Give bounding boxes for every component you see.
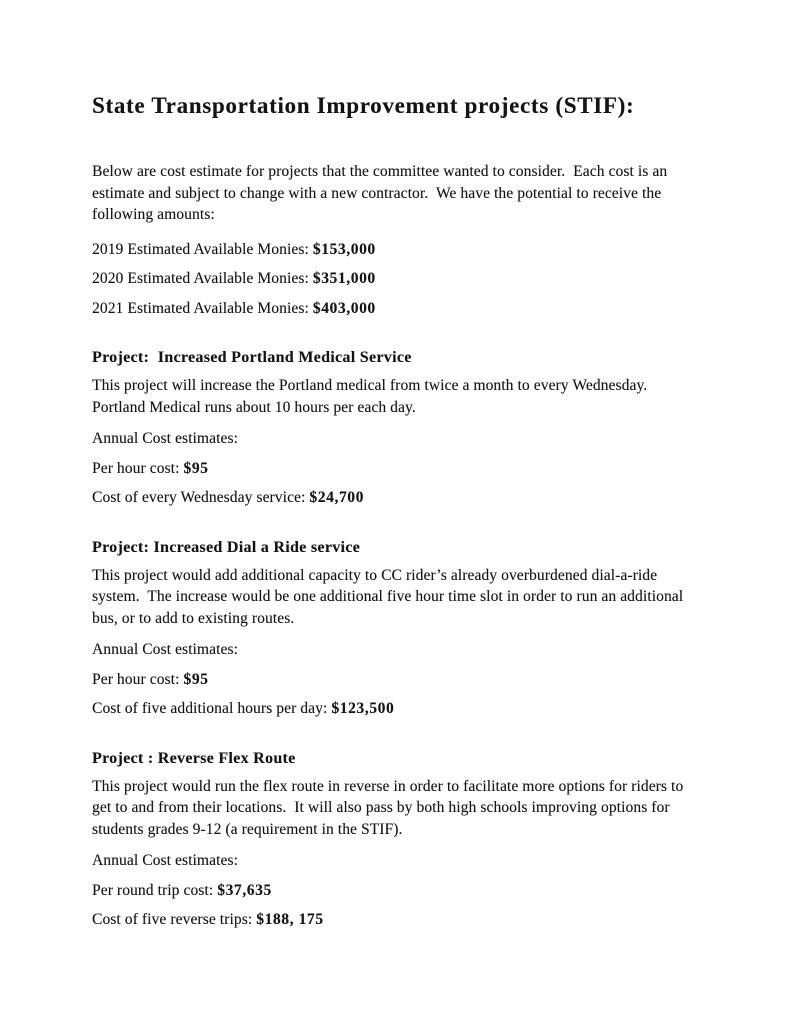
intro-paragraph: Below are cost estimate for projects that the committee wanted to consider. Each cost is an estimate and subject to change with a new contractor. We have the potential to receive the following amounts: xyxy=(92,163,672,223)
money-line-2019 xyxy=(92,239,703,261)
cost-amount: $37,635 xyxy=(217,881,272,899)
project-section-reverse-flex-route xyxy=(92,748,703,931)
cost-line xyxy=(92,669,703,691)
cost-label: Cost of every Wednesday service: xyxy=(92,489,310,506)
cost-label: Cost of five additional hours per day: xyxy=(92,700,332,717)
cost-label: Per round trip cost: xyxy=(92,881,218,899)
cost-line xyxy=(92,458,703,480)
annual-cost-label: Annual Cost estimates: xyxy=(92,430,238,447)
money-line-2020 xyxy=(92,268,703,290)
money-label: 2019 Estimated Available Monies: xyxy=(92,240,313,258)
page-title: State Transportation Improvement projects (STIF): xyxy=(92,93,635,118)
money-amount: $153,000 xyxy=(312,240,376,258)
project-section-dial-a-ride xyxy=(92,537,703,720)
cost-label: Per hour cost: xyxy=(92,670,184,688)
annual-cost-label: Annual Cost estimates: xyxy=(92,641,238,658)
project-description: This project would add additional capacity to CC rider’s already overburdened dial-a-ride system. The increase would be one additional five hour time slot in order to run an additional bus, or to add to existing routes. xyxy=(92,566,688,627)
money-line-2021 xyxy=(92,298,703,320)
cost-amount: $95 xyxy=(183,459,209,477)
cost-amount: $24,700 xyxy=(309,489,364,506)
cost-label: Per hour cost: xyxy=(92,459,184,477)
project-section-portland-medical xyxy=(92,347,703,509)
project-description: This project will increase the Portland medical from twice a month to every Wednesday. Portland Medical runs about 10 hours per each day. xyxy=(92,377,652,416)
money-amount: $403,000 xyxy=(312,299,376,317)
project-description: This project would run the flex route in reverse in order to facilitate more options for riders to get to and from their locations. It will also pass by both high schools improving options for students grades 9-12 (a requirement in the STIF). xyxy=(92,777,688,838)
project-heading: Project: Increased Dial a Ride service xyxy=(92,538,361,556)
project-heading: Project : Reverse Flex Route xyxy=(92,749,296,767)
cost-line xyxy=(92,698,703,720)
annual-cost-label: Annual Cost estimates: xyxy=(92,852,238,869)
cost-line xyxy=(92,487,703,509)
cost-amount: $188, 175 xyxy=(256,911,324,928)
project-heading: Project: Increased Portland Medical Service xyxy=(92,349,412,366)
money-amount: $351,000 xyxy=(312,270,376,287)
cost-amount: $123,500 xyxy=(331,700,395,717)
cost-line xyxy=(92,880,703,902)
money-label: 2021 Estimated Available Monies: xyxy=(92,299,313,317)
monies-list xyxy=(92,239,703,320)
cost-label: Cost of five reverse trips: xyxy=(92,911,257,928)
cost-amount: $95 xyxy=(183,670,209,688)
money-label: 2020 Estimated Available Monies: xyxy=(92,270,313,287)
cost-line xyxy=(92,909,703,931)
